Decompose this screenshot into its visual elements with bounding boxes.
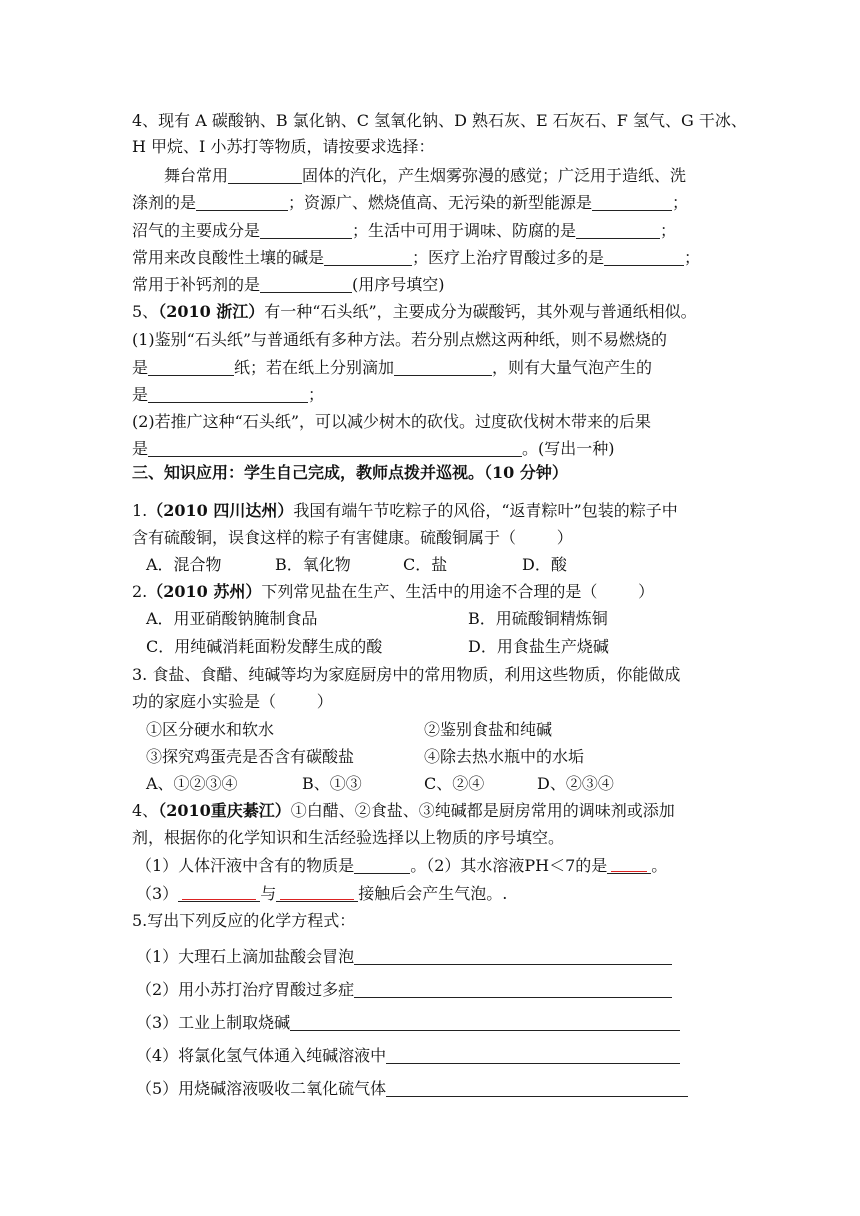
q4-line-6: 常用来改良酸性土壤的碱是 ；医疗上治疗胃酸过多的是 ； xyxy=(132,248,701,267)
answer-blank[interactable] xyxy=(394,357,492,376)
p3-item-3: ③探究鸡蛋壳是否含有碳酸盐 xyxy=(146,747,355,766)
p4-line-1: 4、（2010重庆綦江）①白醋、②食盐、③纯碱都是厨房常用的调味剂或添加 xyxy=(132,801,675,820)
p1-option-c[interactable]: C．盐 xyxy=(403,555,448,574)
answer-blank[interactable] xyxy=(604,247,684,266)
p4-sub-1: （1）人体汗液中含有的物质是 。（2）其水溶液PH＜7的是 。 xyxy=(136,856,668,875)
q4-line-5: 沼气的主要成分是 ；生活中可用于调味、防腐的是 ； xyxy=(132,221,677,240)
p1-option-a[interactable]: A．混合物 xyxy=(146,555,222,574)
p3-line-1: 3. 食盐、食醋、纯碱等均为家庭厨房中的常用物质，利用这些物质，你能做成 xyxy=(132,665,681,684)
p3-item-2: ②鉴别食盐和纯碱 xyxy=(424,720,553,739)
answer-blank[interactable] xyxy=(178,883,260,902)
p3-item-4: ④除去热水瓶中的水垢 xyxy=(424,747,585,766)
p5-item-3: （3）工业上制取烧碱 xyxy=(136,1012,680,1034)
p3-option-c[interactable]: C、②④ xyxy=(424,774,485,793)
p3-option-b[interactable]: B、①③ xyxy=(302,774,362,793)
answer-blank[interactable] xyxy=(354,855,410,874)
q5-line-4: 是 ； xyxy=(132,385,325,404)
q5-line-2: (1)鉴别“石头纸”与普通纸有多种方法。若分别点燃这两种纸，则不易燃烧的 xyxy=(132,330,668,349)
answer-blank[interactable] xyxy=(276,883,358,902)
answer-blank[interactable] xyxy=(196,192,288,211)
p1-line-1: 1.（2010 四川达州）我国有端午节吃粽子的风俗，“返青粽叶”包装的粽子中 xyxy=(132,501,678,520)
p3-item-1: ①区分硬水和软水 xyxy=(146,720,275,739)
p5-item-5: （5）用烧碱溶液吸收二氧化硫气体 xyxy=(136,1078,688,1100)
p5-title: 5.写出下列反应的化学方程式： xyxy=(132,911,356,930)
p5-item-1: （1）大理石上滴加盐酸会冒泡 xyxy=(136,946,672,968)
answer-blank[interactable] xyxy=(354,946,672,965)
p4-sub-3: （3） 与 接触后会产生气泡。. xyxy=(136,884,508,903)
p2-option-d[interactable]: D．用食盐生产烧碱 xyxy=(468,637,609,656)
q4-line-2: H 甲烷、I 小苏打等物质，请按要求选择： xyxy=(132,137,435,156)
p5-item-2: （2）用小苏打治疗胃酸过多症 xyxy=(136,979,672,1001)
p2-option-a[interactable]: A．用亚硝酸钠腌制食品 xyxy=(146,609,318,628)
q5-line-1: 5、（2010 浙江）有一种“石头纸”，主要成分为碳酸钙，其外观与普通纸相似。 xyxy=(132,302,697,321)
p3-option-d[interactable]: D、②③④ xyxy=(537,774,614,793)
p1-line-2: 含有硫酸铜，误食这样的粽子有害健康。硫酸铜属于（ ） xyxy=(132,528,573,547)
p5-item-4: （4）将氯化氢气体通入纯碱溶液中 xyxy=(136,1045,680,1067)
answer-blank[interactable] xyxy=(386,1045,680,1064)
answer-blank[interactable] xyxy=(228,165,302,184)
q4-line-4: 涤剂的是 ；资源广、燃烧值高、无污染的新型能源是 ； xyxy=(132,193,689,212)
p3-option-a[interactable]: A、①②③④ xyxy=(146,774,238,793)
q5-line-5: (2)若推广这种“石头纸”，可以减少树木的砍伐。过度砍伐树木带来的后果 xyxy=(132,412,652,431)
p4-line-2: 剂，根据你的化学知识和生活经验选择以上物质的序号填空。 xyxy=(132,828,565,847)
p2-option-b[interactable]: B．用硫酸铜精炼铜 xyxy=(468,609,608,628)
answer-blank[interactable] xyxy=(148,384,308,403)
q4-line-7: 常用于补钙剂的是 (用序号填空) xyxy=(132,275,445,294)
answer-blank[interactable] xyxy=(148,357,234,376)
p1-option-b[interactable]: B．氧化物 xyxy=(275,555,351,574)
answer-blank[interactable] xyxy=(592,192,672,211)
answer-blank[interactable] xyxy=(148,438,522,457)
answer-blank[interactable] xyxy=(607,855,651,874)
answer-blank[interactable] xyxy=(354,979,672,998)
section-heading: 三、知识应用：学生自己完成，教师点拨并巡视。（10 分钟） xyxy=(132,463,568,482)
answer-blank[interactable] xyxy=(290,1012,680,1031)
q5-line-3: 是 纸；若在纸上分别滴加 ，则有大量气泡产生的 xyxy=(132,358,653,377)
q5-line-6: 是 。(写出一种) xyxy=(132,439,615,458)
p2-option-c[interactable]: C．用纯碱消耗面粉发酵生成的酸 xyxy=(146,637,383,656)
answer-blank[interactable] xyxy=(576,220,660,239)
p2-line-1: 2.（2010 苏州）下列常见盐在生产、生活中的用途不合理的是（ ） xyxy=(132,582,655,601)
answer-blank[interactable] xyxy=(260,274,352,293)
answer-blank[interactable] xyxy=(260,220,352,239)
answer-blank[interactable] xyxy=(386,1078,688,1097)
answer-blank[interactable] xyxy=(324,247,412,266)
p3-line-2: 功的家庭小实验是（ ） xyxy=(132,692,333,711)
q4-line-1: 4、现有 A 碳酸钠、B 氯化钠、C 氢氧化钠、D 熟石灰、E 石灰石、F 氢气、G 干冰、 xyxy=(132,111,747,130)
q4-line-3: 舞台常用 固体的汽化，产生烟雾弥漫的感觉；广泛用于造纸、洗 xyxy=(164,166,687,185)
p1-option-d[interactable]: D．酸 xyxy=(522,555,567,574)
